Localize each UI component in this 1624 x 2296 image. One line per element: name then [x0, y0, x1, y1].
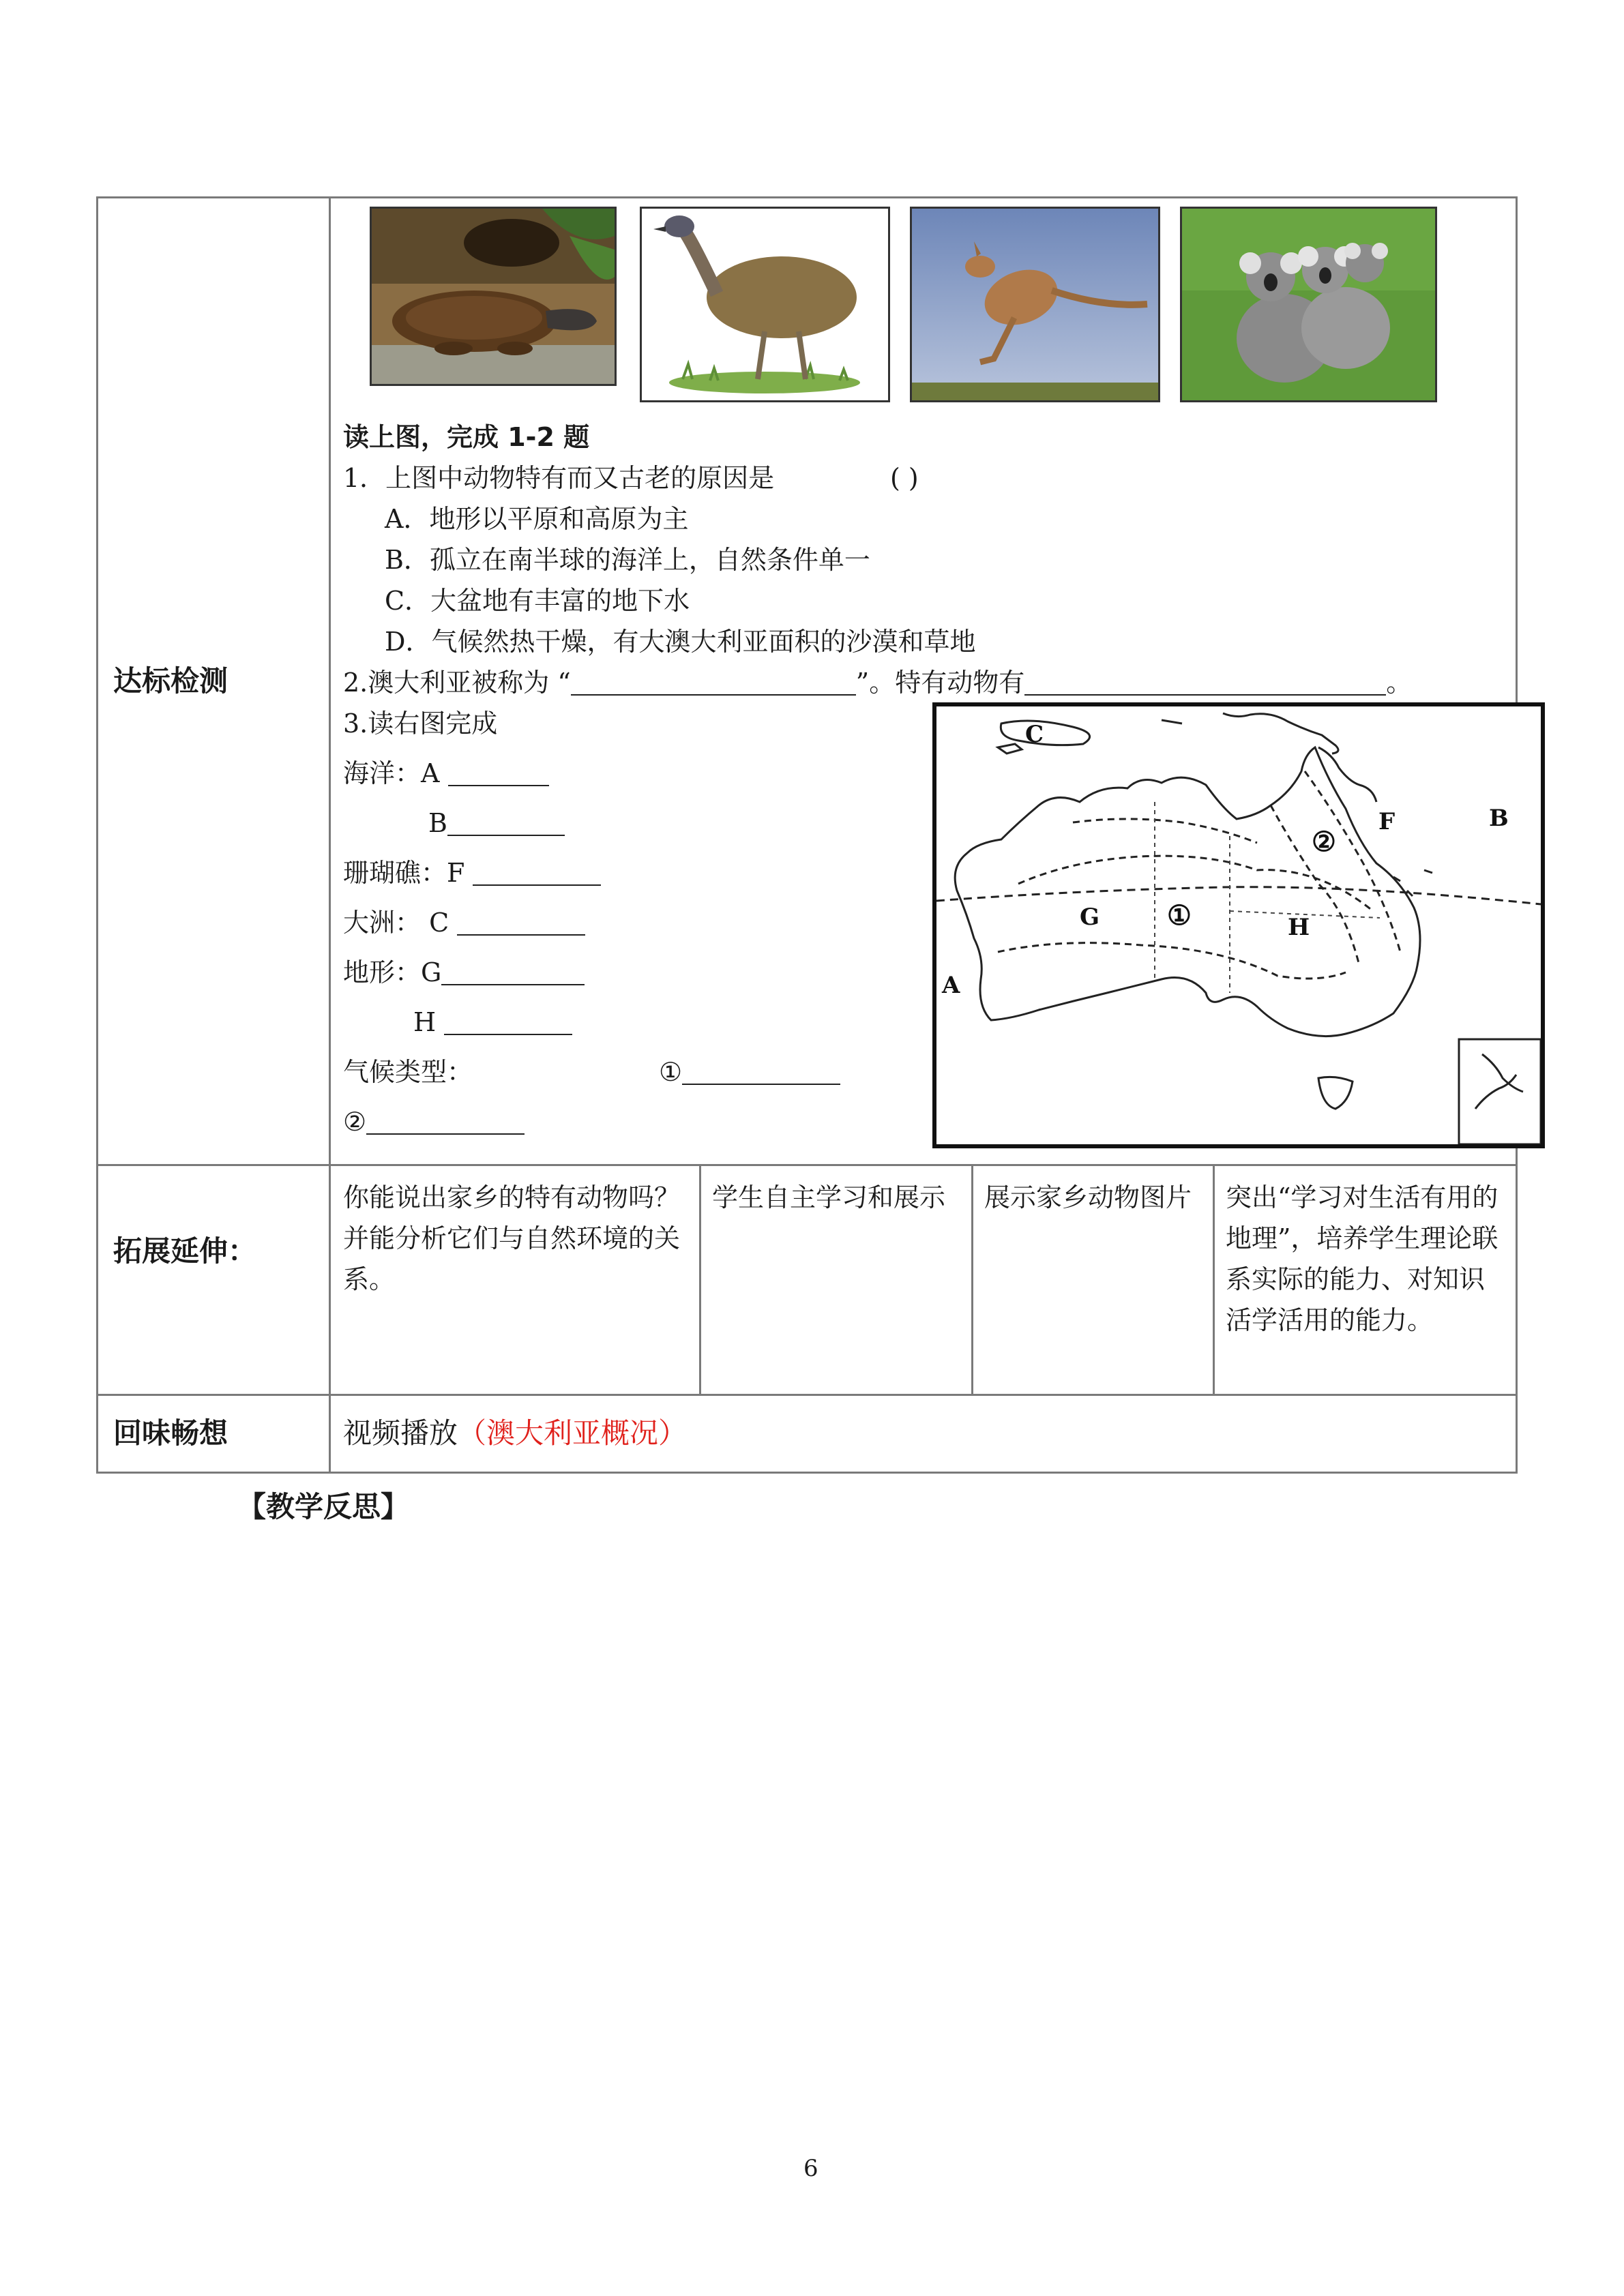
prompt-text: 读上图，完成 1-2 题 [343, 422, 590, 452]
q3-climate-1-label: ① [659, 1057, 683, 1087]
q3-climate-2 [343, 1109, 525, 1135]
map-label-g: G [1080, 904, 1100, 931]
kangaroo-photo [910, 207, 1160, 402]
q2-line [343, 670, 1412, 696]
landform-g-blank[interactable] [441, 959, 585, 985]
map-label-a: A [942, 972, 960, 999]
map-label-b: B [1489, 805, 1509, 832]
kangaroo-icon [912, 209, 1158, 400]
extend-purpose-cell: 突出“学习对生活有用的地理”，培养学生理论联系实际的能力、对知识活学活用的能力。 [1226, 1182, 1498, 1335]
q2-blank-2[interactable] [1024, 670, 1386, 696]
q2-text-3: 。 [1386, 668, 1413, 698]
map-label-f: F [1378, 808, 1396, 835]
map-label-h: H [1288, 914, 1310, 941]
q3-ocean-b [428, 810, 565, 836]
page-number: 6 [803, 2155, 818, 2182]
q3-landform-label: 地形：G [343, 957, 442, 987]
q2-text-2: ”。特有动物有 [855, 668, 1025, 698]
q1-answer-paren: ( ) [890, 463, 919, 493]
q3-landform-h-label: H [413, 1007, 437, 1037]
map-label-climate-1: ① [1167, 899, 1192, 931]
q3-landform-h [413, 1009, 572, 1035]
landform-h-blank[interactable] [444, 1009, 572, 1035]
climate-1-blank[interactable] [682, 1059, 840, 1085]
q3-ocean-b-label: B [428, 808, 447, 838]
extend-teacher-cell: 展示家乡动物图片 [984, 1182, 1192, 1212]
q3-coral-label: 珊瑚礁：F [343, 858, 465, 888]
q3-ocean-a [343, 760, 549, 786]
koala-photo [1180, 207, 1437, 402]
q3-title: 3.读右图完成 [343, 709, 498, 739]
emu-icon [642, 209, 888, 400]
q1-option-c: C．大盆地有丰富的地下水 [385, 586, 690, 616]
map-label-c: C [1025, 721, 1044, 748]
q3-continent-label: 大洲： C [343, 908, 449, 938]
row-label-reflect: 回味畅想 [113, 1416, 228, 1450]
q2-blank-1[interactable] [571, 670, 856, 696]
ocean-b-blank[interactable] [447, 810, 565, 836]
q1-option-a: A．地形以平原和高原为主 [385, 504, 689, 534]
q2-text-1: 2.澳大利亚被称为 “ [343, 668, 571, 698]
q1-option-d: D．气候然热干燥，有大澳大利亚面积的沙漠和草地 [385, 627, 976, 657]
koala-icon [1182, 209, 1435, 400]
q1-option-b: B．孤立在南半球的海洋上，自然条件单一 [385, 545, 870, 575]
map-drawing [936, 706, 1541, 1144]
q3-climate-1 [659, 1059, 840, 1085]
emu-photo [640, 207, 890, 402]
q3-coral [343, 860, 601, 886]
extend-question-cell: 你能说出家乡的特有动物吗？并能分析它们与自然环境的关系。 [343, 1182, 681, 1294]
q3-climate-2-label: ② [343, 1107, 367, 1137]
row-label-extend: 拓展延伸： [113, 1234, 257, 1268]
ocean-a-blank[interactable] [448, 760, 549, 786]
q3-continent [343, 910, 585, 936]
reflection-heading: 【教学反思】 [237, 1490, 410, 1523]
q3-landform-g [343, 959, 585, 985]
row-label-check: 达标检测 [113, 664, 228, 698]
reflect-text: 视频播放 [343, 1416, 458, 1450]
q1-stem: 1．上图中动物特有而又古老的原因是 [343, 463, 775, 493]
platypus-icon [372, 209, 615, 384]
australia-map [932, 702, 1545, 1148]
reflect-content [343, 1416, 688, 1450]
map-label-climate-2: ② [1312, 826, 1336, 858]
q3-climate-label: 气候类型： [343, 1057, 473, 1087]
climate-2-blank[interactable] [366, 1109, 525, 1135]
coral-f-blank[interactable] [473, 860, 601, 886]
reflect-highlight: （澳大利亚概况） [458, 1416, 688, 1450]
q3-ocean-label: 海洋：A [343, 758, 440, 788]
continent-c-blank[interactable] [457, 910, 585, 936]
platypus-photo [370, 207, 617, 386]
extend-student-cell: 学生自主学习和展示 [712, 1182, 946, 1212]
